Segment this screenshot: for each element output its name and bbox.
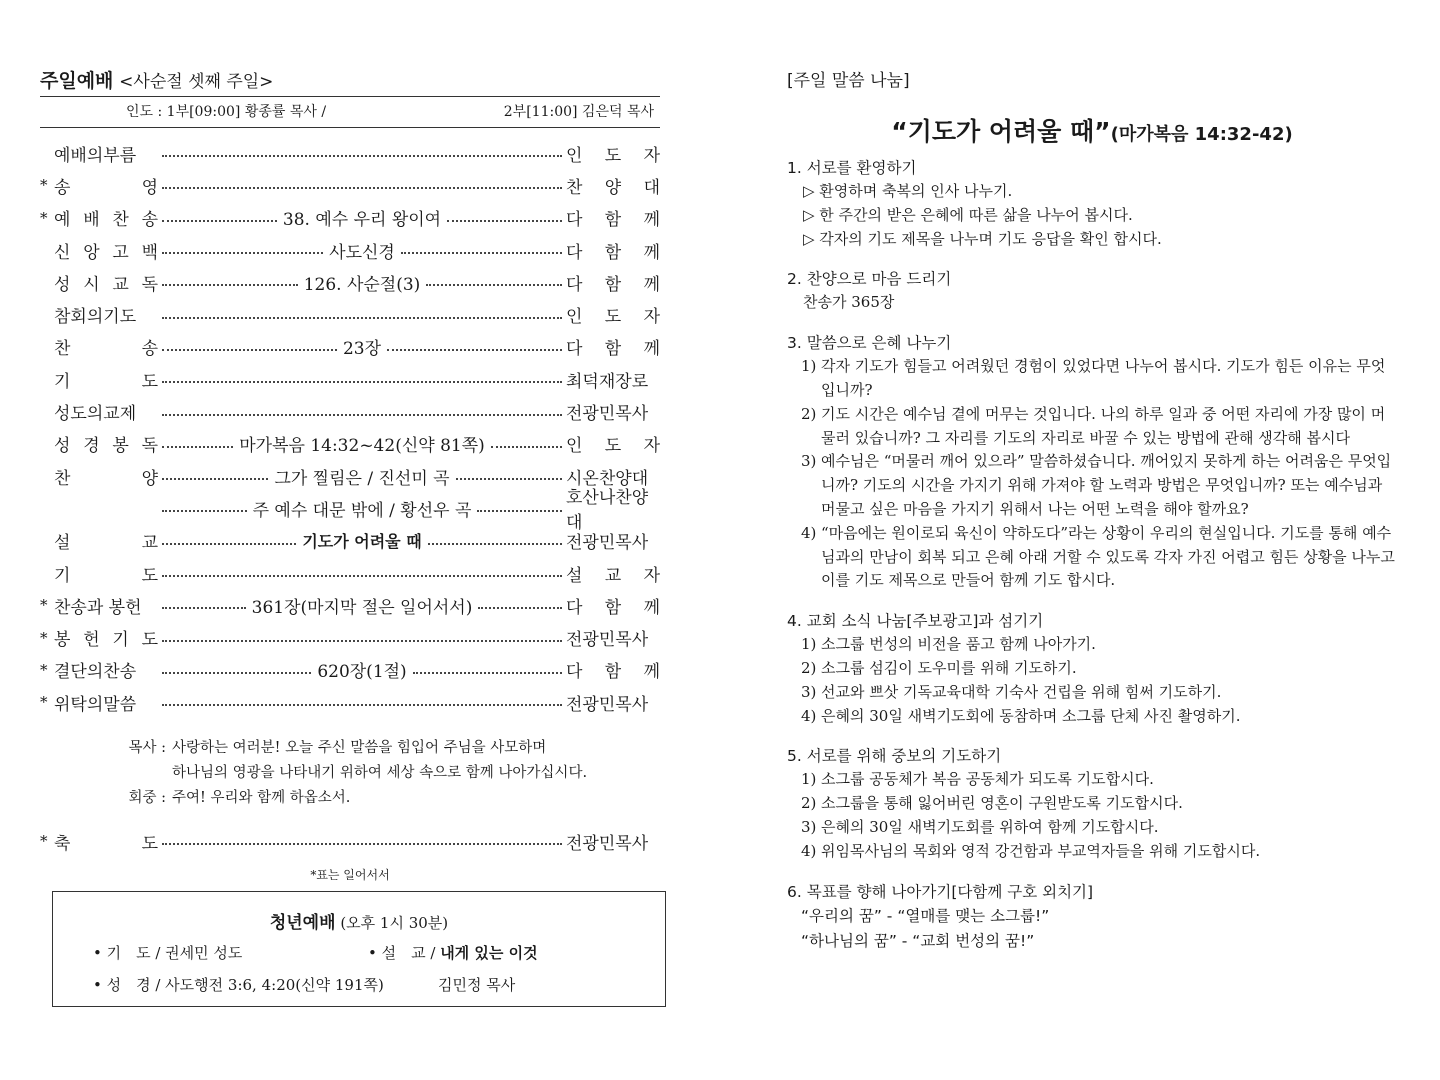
order-name-part: 헌 xyxy=(83,630,100,651)
dot-leader xyxy=(162,270,562,295)
section-heading: 4. 교회 소식 나눔[주보광고]과 섬기기 xyxy=(787,612,1044,631)
dot-leader xyxy=(162,634,562,642)
item-number: 3) xyxy=(801,817,817,836)
order-content: 126. 사순절(3) xyxy=(303,274,421,295)
item-text: 소그룹을 통해 잃어버린 영혼이 구원받도록 기도합시다. xyxy=(821,794,1183,813)
item-text: 은혜의 30일 새벽기도회에 동참하며 소그룹 단체 사진 촬영하기. xyxy=(821,706,1241,725)
section-item xyxy=(787,768,1397,792)
order-leader-part: 다 xyxy=(566,597,583,618)
order-leader-part: 전광민목사 xyxy=(566,630,649,651)
order-star: * xyxy=(40,660,48,679)
worship-title xyxy=(40,66,660,96)
order-name xyxy=(54,399,158,424)
order-name-part: 도 xyxy=(141,630,158,651)
item-number: 1) xyxy=(801,635,817,654)
order-leader-part: 께 xyxy=(643,662,660,683)
section-item xyxy=(787,450,1397,521)
dot-leader xyxy=(162,431,562,456)
order-leader-part: 자 xyxy=(643,436,660,457)
order-leader-part: 교 xyxy=(604,565,622,586)
blessing-item xyxy=(40,825,660,857)
item-text: 위임목사님의 목회와 영적 강건함과 부교역자들을 위해 기도합시다. xyxy=(821,841,1261,860)
order-name-part: 독 xyxy=(141,436,158,457)
item-text: 소그룹 번성의 비전을 품고 함께 나아가기. xyxy=(821,635,1096,654)
dot-leader xyxy=(162,408,562,416)
dot-leader xyxy=(162,238,562,263)
order-leader-part: 함 xyxy=(604,210,622,231)
dot-line xyxy=(162,640,562,642)
order-item xyxy=(40,298,660,330)
sharing-section xyxy=(787,744,1397,863)
youth-title xyxy=(53,908,665,933)
order-content: 361장(마지막 절은 일어서서) xyxy=(251,597,473,618)
sermon-reference: (마가복음 14:32-42) xyxy=(1110,124,1293,145)
order-leader xyxy=(566,431,660,456)
order-leader xyxy=(566,399,660,424)
order-content: 기도가 어려울 때 xyxy=(302,532,422,552)
order-name-part: 기 xyxy=(54,565,71,586)
order-leader-part: 함 xyxy=(604,339,622,360)
order-leader-part: 다 xyxy=(566,210,583,231)
order-leader xyxy=(566,302,660,327)
dot-line xyxy=(162,187,562,189)
order-leader-part: 함 xyxy=(604,242,622,263)
item-number: 4) xyxy=(801,706,817,725)
dot-line xyxy=(162,381,562,383)
section-item xyxy=(787,633,1397,657)
order-leader-part: 도 xyxy=(604,307,622,328)
section-item xyxy=(787,681,1397,705)
order-leader xyxy=(566,528,660,553)
item-text: “마음에는 원이로되 육신이 약하도다”라는 상황이 우리의 현실입니다. 기도를 통해 예수님과의 만남이 회복 되고 은혜 아래 거할 수 있도록 각자 가진 어렵고 힘든 상황을 나누고 이를 기도 제목으로 만들어 함께 기도 합시다. xyxy=(821,523,1395,590)
order-leader xyxy=(566,173,660,198)
dot-line-right xyxy=(387,349,562,351)
dot-line-left xyxy=(162,284,298,286)
order-leader-part: 전광민목사 xyxy=(566,833,649,854)
sharing-title xyxy=(787,112,1397,152)
order-item xyxy=(40,137,660,169)
dot-leader xyxy=(162,311,562,319)
order-leader-part: 전광민목사 xyxy=(566,404,649,425)
item-number: 3) xyxy=(801,452,817,471)
order-name xyxy=(54,205,158,230)
order-name-part: 교 xyxy=(141,533,158,554)
dot-line xyxy=(162,704,562,706)
order-item xyxy=(40,686,660,718)
pastor-label: 목사 : xyxy=(128,740,166,757)
item-number: 1) xyxy=(801,770,817,789)
order-name-part: 예배의부름 xyxy=(54,145,137,166)
item-text: 예수님은 “머물러 깨어 있으라” 말씀하셨습니다. 깨어있지 못하게 하는 어려움은 무엇입니까? 기도의 시간을 가지기 위해 가져야 할 노력과 방법은 무엇입니까? 또는 예수님과 머물고 싶은 마음을 가지기 위해서 나는 어떤 노력을 해야 할까요? xyxy=(821,452,1392,518)
service-leaders xyxy=(40,96,660,128)
youth-sermon-title: 내게 있는 이것 xyxy=(440,944,538,962)
order-leader xyxy=(566,205,660,230)
order-name-part: 송 xyxy=(54,177,71,198)
dot-line-right xyxy=(428,543,562,545)
order-content: 사도신경 xyxy=(329,242,395,263)
service-subtitle: <사순절 셋째 주일> xyxy=(119,72,274,92)
congregation-line: 주여! 우리와 함께 하옵소서. xyxy=(172,790,351,807)
dot-line-right xyxy=(426,284,562,286)
youth-service-name: 청년예배 xyxy=(269,913,336,933)
order-name xyxy=(54,464,158,489)
order-item xyxy=(40,169,660,201)
order-name-part: 성도의교제 xyxy=(54,404,137,425)
section-heading: 2. 찬양으로 마음 드리기 xyxy=(787,270,952,289)
section-item xyxy=(787,816,1397,840)
section-item xyxy=(787,522,1397,593)
item-number: 2) xyxy=(801,794,817,813)
slogan-line: “하나님의 꿈” - “교회 번성의 꿈!” xyxy=(801,931,1035,950)
order-name xyxy=(54,334,158,359)
order-name-part: 봉 xyxy=(112,436,129,457)
dot-line-left xyxy=(162,349,337,351)
order-leader-part: 께 xyxy=(643,210,660,231)
section-line: ▷ 각자의 기도 제목을 나누며 기도 응답을 확인 합시다. xyxy=(803,229,1162,248)
dot-line-left xyxy=(162,220,277,222)
dot-leader xyxy=(162,496,562,521)
order-name xyxy=(54,593,158,618)
section-item xyxy=(787,355,1397,403)
item-number: 2) xyxy=(801,658,817,677)
order-item xyxy=(40,654,660,686)
order-name-part: 기 xyxy=(54,371,71,392)
order-name-part: 시 xyxy=(83,274,100,295)
order-name-part: 성 xyxy=(54,274,71,295)
order-leader-part: 인 xyxy=(566,436,583,457)
order-name-part: 예 xyxy=(54,210,71,231)
section-heading: 1. 서로를 환영하기 xyxy=(787,159,917,177)
order-star: * xyxy=(40,176,48,195)
section-line: 찬송가 365장 xyxy=(803,293,895,312)
order-name-part: 설 xyxy=(54,533,71,554)
dot-leader xyxy=(162,375,562,383)
order-leader xyxy=(566,270,660,295)
order-leader-part: 도 xyxy=(604,436,622,457)
dot-line-left xyxy=(162,446,233,448)
order-name-part: 독 xyxy=(141,274,158,295)
order-name-part: 양 xyxy=(141,468,158,489)
sharing-section xyxy=(787,880,1397,954)
sharing-section xyxy=(787,267,1397,315)
order-name-part: 송 xyxy=(141,210,158,231)
order-leader xyxy=(566,483,660,533)
order-leader-part: 대 xyxy=(643,177,660,198)
order-name-part: 백 xyxy=(141,242,158,263)
order-name xyxy=(54,270,158,295)
order-leader-part: 도 xyxy=(604,145,622,166)
order-name-part: 경 xyxy=(83,436,100,457)
order-name xyxy=(54,431,158,456)
order-star: * xyxy=(40,596,48,615)
order-star: * xyxy=(40,832,48,851)
worship-order-panel xyxy=(40,66,660,994)
leader-first-service: 인도 : 1부[09:00] 황종률 목사 / xyxy=(126,104,327,120)
order-content: 620장(1절) xyxy=(317,662,407,683)
order-name-part: 도 xyxy=(141,833,158,854)
order-item xyxy=(40,331,660,363)
order-item xyxy=(40,557,660,589)
dot-leader xyxy=(162,657,562,682)
item-number: 2) xyxy=(801,404,817,423)
dot-leader xyxy=(162,529,562,552)
section-heading: 3. 말씀으로 은혜 나누기 xyxy=(787,334,952,353)
dot-line-left xyxy=(162,478,268,480)
order-name xyxy=(54,625,158,650)
sharing-section xyxy=(787,331,1397,593)
order-item xyxy=(40,202,660,234)
order-name-part: 배 xyxy=(83,210,100,231)
order-name-part: 교 xyxy=(112,274,129,295)
youth-sermon xyxy=(368,937,538,969)
section-item xyxy=(787,403,1397,451)
dot-leader xyxy=(162,205,562,230)
section-item xyxy=(787,705,1397,729)
order-leader-part: 자 xyxy=(643,565,660,586)
dot-line-left xyxy=(162,510,247,512)
order-leader-part: 다 xyxy=(566,662,583,683)
pastor-line-2: 하나님의 영광을 나타내기 위하여 세상 속으로 함께 나아가십시다. xyxy=(172,765,588,782)
order-item xyxy=(40,488,660,534)
order-leader-part: 인 xyxy=(566,145,583,166)
dot-leader xyxy=(162,334,562,359)
youth-preacher: 김민정 목사 xyxy=(438,976,516,994)
order-leader-part: 자 xyxy=(643,307,660,328)
order-name-part: 결단의찬송 xyxy=(54,662,137,683)
order-name-part: 앙 xyxy=(83,242,100,263)
item-text: 은혜의 30일 새벽기도회를 위하여 함께 기도합시다. xyxy=(821,817,1159,836)
dot-line xyxy=(162,317,562,319)
order-leader-part: 다 xyxy=(566,339,583,360)
order-leader-part: 함 xyxy=(604,662,622,683)
order-leader-part: 함 xyxy=(604,274,622,295)
dot-line-right xyxy=(456,478,562,480)
order-name xyxy=(54,173,158,198)
order-star: * xyxy=(40,693,48,712)
section-heading: 6. 목표를 향해 나아가기[다함께 구호 외치기] xyxy=(787,882,1094,901)
item-number: 3) xyxy=(801,682,817,701)
sharing-section xyxy=(787,609,1397,728)
order-star: * xyxy=(40,208,48,227)
order-leader xyxy=(566,593,660,618)
item-number: 4) xyxy=(801,841,817,860)
item-text: 각자 기도가 힘들고 어려웠던 경험이 있었다면 나누어 봅시다. 기도가 힘든 이유는 무엇입니까? xyxy=(821,357,1386,399)
section-heading: 5. 서로를 위해 중보의 기도하기 xyxy=(787,747,1002,766)
dot-leader xyxy=(162,569,562,577)
item-text: 선교와 쁘삿 기독교육대학 기숙사 건립을 위해 힘써 기도하기. xyxy=(821,682,1222,701)
slogan-line: “우리의 꿈” - “열매를 맺는 소그룹!” xyxy=(801,906,1050,925)
item-text: 소그룹 섬김이 도우미를 위해 기도하기. xyxy=(821,658,1077,677)
order-leader xyxy=(566,367,660,392)
youth-scripture: • 성 경 / 사도행전 3:6, 4:20(신약 191쪽) xyxy=(93,976,384,994)
order-leader-part: 께 xyxy=(643,339,660,360)
order-name-part: 영 xyxy=(141,177,158,198)
order-name-part: 찬 xyxy=(54,468,71,489)
dot-line xyxy=(162,414,562,416)
dot-leader xyxy=(162,464,562,489)
order-leader-part: 전광민목사 xyxy=(566,694,649,715)
item-text: 기도 시간은 예수님 곁에 머무는 것입니다. 나의 하루 일과 중 어떤 자리에 가장 많이 머물러 있습니까? 그 자리를 기도의 자리로 바꿀 수 있는 방법에 관해 생각해 봅시다 xyxy=(821,404,1386,447)
order-item xyxy=(40,395,660,427)
order-leader-part: 인 xyxy=(566,307,583,328)
dot-line-right xyxy=(477,510,562,512)
blessing-row xyxy=(40,825,660,857)
order-name-part: 도 xyxy=(141,371,158,392)
order-leader xyxy=(566,829,660,854)
order-name-part: 찬 xyxy=(112,210,129,231)
order-content: 마가복음 14:32~42(신약 81쪽) xyxy=(239,436,485,457)
order-leader-part: 전광민목사 xyxy=(566,533,649,554)
order-name xyxy=(54,367,158,392)
item-number: 4) xyxy=(801,523,817,542)
order-leader-part: 께 xyxy=(643,242,660,263)
dot-line-left xyxy=(162,543,296,545)
dot-line-left xyxy=(162,607,246,609)
order-item xyxy=(40,621,660,653)
sharing-sections xyxy=(787,156,1397,954)
youth-sermon-label: • 설 교 / xyxy=(368,944,441,962)
order-name xyxy=(54,528,158,553)
order-content: 38. 예수 우리 왕이여 xyxy=(282,210,442,231)
order-item xyxy=(40,363,660,395)
dot-line-left xyxy=(162,252,323,254)
order-leader xyxy=(566,625,660,650)
order-item xyxy=(40,266,660,298)
sermon-sharing-panel xyxy=(787,66,1397,954)
order-leader-part: 설 xyxy=(566,565,583,586)
section-line: ▷ 한 주간의 받은 은혜에 따른 삶을 나누어 봅시다. xyxy=(803,205,1133,224)
dot-line xyxy=(162,843,562,845)
order-name-part: 위탁의말씀 xyxy=(54,694,137,715)
order-leader xyxy=(566,238,660,263)
sending-words xyxy=(120,736,660,811)
sermon-title: “기도가 어려울 때” xyxy=(891,117,1111,146)
order-content: 주 예수 대문 밖에 / 황선우 곡 xyxy=(252,500,472,521)
order-content: 23장 xyxy=(342,339,382,360)
order-leader-part: 시온찬양대 xyxy=(566,468,649,489)
section-item xyxy=(787,840,1397,864)
order-name xyxy=(54,690,158,715)
leader-second-service: 2부[11:00] 김은덕 목사 xyxy=(503,104,654,120)
dot-leader xyxy=(162,181,562,189)
order-leader-part: 다 xyxy=(566,274,583,295)
order-name-part: 송 xyxy=(141,339,158,360)
order-leader-part: 다 xyxy=(566,242,583,263)
order-name xyxy=(54,141,158,166)
order-name-part: 기 xyxy=(112,630,129,651)
order-leader xyxy=(566,561,660,586)
dot-line-right xyxy=(478,607,562,609)
dot-leader xyxy=(162,698,562,706)
dot-line-right xyxy=(447,220,562,222)
order-leader-part: 호산나찬양대 xyxy=(566,488,649,534)
order-item xyxy=(40,234,660,266)
order-item xyxy=(40,428,660,460)
dot-line-right xyxy=(401,252,562,254)
item-text: 소그룹 공동체가 복음 공동체가 되도록 기도합시다. xyxy=(821,770,1154,789)
order-name xyxy=(54,561,158,586)
order-name-part: 찬 xyxy=(54,339,71,360)
youth-prayer: • 기 도 / 권세민 성도 xyxy=(93,944,243,962)
order-name xyxy=(54,657,158,682)
order-leader xyxy=(566,657,660,682)
order-leader-part: 께 xyxy=(643,597,660,618)
dot-line-right xyxy=(413,672,562,674)
section-item xyxy=(787,657,1397,681)
sharing-section xyxy=(787,156,1397,251)
order-item xyxy=(40,589,660,621)
service-title: 주일예배 xyxy=(40,70,114,92)
order-name xyxy=(54,829,158,854)
dot-leader xyxy=(162,593,562,618)
dot-line xyxy=(162,155,562,157)
order-leader xyxy=(566,334,660,359)
order-name-part: 찬송과 봉헌 xyxy=(54,597,142,618)
congregation-label: 회중 : xyxy=(128,790,166,807)
dot-leader xyxy=(162,149,562,157)
dot-line xyxy=(162,575,562,577)
youth-service-box xyxy=(52,891,666,1007)
order-leader-part: 양 xyxy=(604,177,622,198)
youth-service-time: (오후 1시 30분) xyxy=(340,914,449,932)
order-leader xyxy=(566,141,660,166)
order-leader-part: 자 xyxy=(643,145,660,166)
order-name-part: 축 xyxy=(54,833,71,854)
order-name-part: 봉 xyxy=(54,630,71,651)
order-name-part: 참회의기도 xyxy=(54,307,137,328)
order-star: * xyxy=(40,628,48,647)
dot-leader xyxy=(162,837,562,845)
standing-note: *표는 일어서서 xyxy=(310,867,390,882)
dot-line-left xyxy=(162,672,311,674)
order-name-part: 도 xyxy=(141,565,158,586)
dot-line-right xyxy=(491,446,562,448)
pastor-line-1: 사랑하는 여러분! 오늘 주신 말씀을 힘입어 주님을 사모하며 xyxy=(172,740,547,757)
section-item xyxy=(787,792,1397,816)
order-name-part: 신 xyxy=(54,242,71,263)
sharing-label: [주일 말씀 나눔] xyxy=(787,71,910,91)
order-name xyxy=(54,238,158,263)
order-content: 그가 찔림은 / 진선미 곡 xyxy=(274,468,450,489)
section-line: ▷ 환영하며 축복의 인사 나누기. xyxy=(803,182,1013,200)
order-leader-part: 찬 xyxy=(566,177,583,198)
order-leader-part: 최덕재장로 xyxy=(566,371,649,392)
order-name-part: 성 xyxy=(54,436,71,457)
order-leader-part: 께 xyxy=(643,274,660,295)
order-of-service xyxy=(40,137,660,718)
order-name xyxy=(54,302,158,327)
order-name-part: 고 xyxy=(112,242,129,263)
order-item xyxy=(40,525,660,557)
order-leader xyxy=(566,690,660,715)
item-number: 1) xyxy=(801,357,817,376)
order-leader-part: 함 xyxy=(604,597,622,618)
